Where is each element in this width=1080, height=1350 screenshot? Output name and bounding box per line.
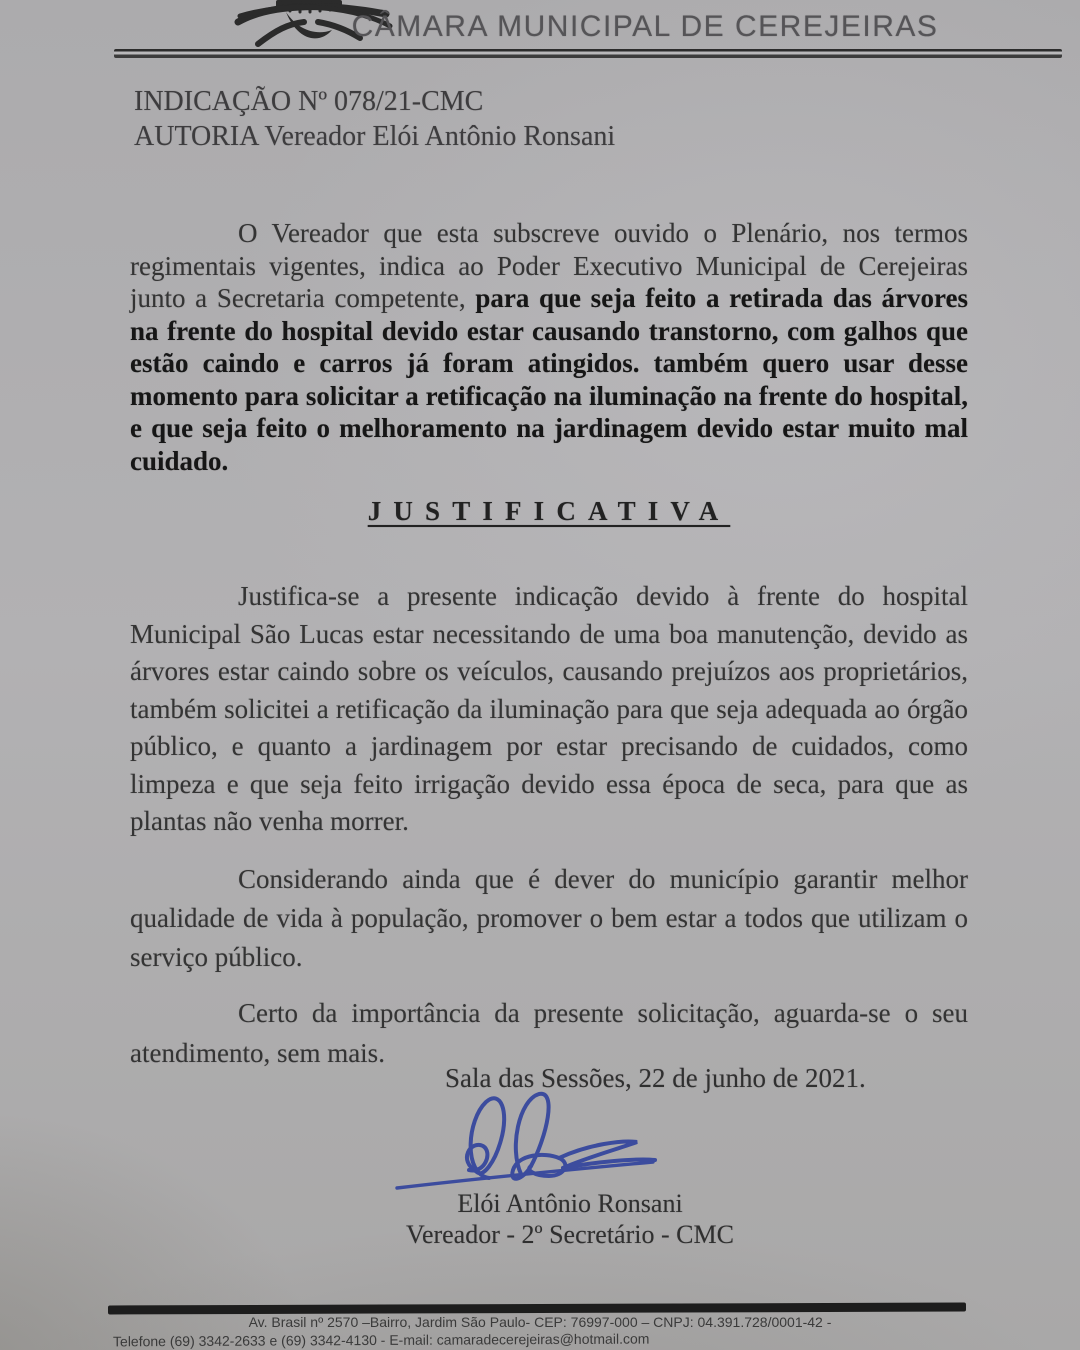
signer-title: Vereador - 2º Secretário - CMC <box>406 1220 734 1249</box>
body-paragraph-1 <box>130 217 968 477</box>
header-divider <box>114 49 1062 58</box>
org-title: CÂMARA MUNICIPAL DE CEREJEIRAS <box>351 10 939 43</box>
document-identification <box>134 84 834 154</box>
body-paragraph-4: Certo da importância da presente solicitação, aguarda-se o seu atendimento, sem mais. <box>130 998 968 1068</box>
document-number: INDICAÇÃO Nº 078/21-CMC <box>134 86 484 117</box>
signature-block <box>350 1188 790 1250</box>
footer-contact: Telefone (69) 3342-2633 e (69) 3342-4130 - E-mail: camaradecerejeiras@hotmail.com <box>112 1330 650 1350</box>
document-author: AUTORIA Vereador Elói Antônio Ronsani <box>134 121 616 152</box>
body-paragraph-3: Considerando ainda que é dever do município garantir melhor qualidade de vida à população, promover o bem estar a todos que utilizam o serviço público. <box>130 864 968 972</box>
footer-address: Av. Brasil nº 2570 –Bairro, Jardim São Paulo- CEP: 76997-000 – CNPJ: 04.391.728/0001-42 - <box>248 1314 832 1330</box>
paragraph-1-bold-text: para que seja feito a retirada das árvores na frente do hospital devido estar causando transtorno, com galhos que estão caindo e carros já foram atingidos. também quero usar desse momento para solicitar a retificação na iluminação na frente do hospital, e que seja feito o melhoramento na jardinagem devido estar muito mal cuidado. <box>130 283 968 476</box>
signature-icon <box>385 1082 675 1197</box>
session-date-line: Sala das Sessões, 22 de junho de 2021. <box>445 1063 866 1093</box>
body-paragraph-2: Justifica-se a presente indicação devido à frente do hospital Municipal São Lucas estar necessitando de uma boa manutenção, devido as árvores estar caindo sobre os veículos, causando prejuízos aos proprietários, também solicitei a retificação da iluminação para que seja adequada ao órgão público, e quanto a jardinagem por estar precisando de cuidados, como limpeza e que seja feito irrigação devido essa época de seca, para que as plantas não venha morrer. <box>130 581 968 836</box>
footer-divider <box>108 1303 966 1315</box>
justificativa-heading: JUSTIFICATIVA <box>367 496 731 526</box>
signer-name: Elói Antônio Ronsani <box>457 1189 683 1218</box>
paragraph-1-normal-text: O Vereador que esta subscreve ouvido o Plenário, nos termos regimentais vigentes, indica ao Poder Executivo Municipal de Cerejeiras junto a Secretaria competente, <box>130 218 968 313</box>
